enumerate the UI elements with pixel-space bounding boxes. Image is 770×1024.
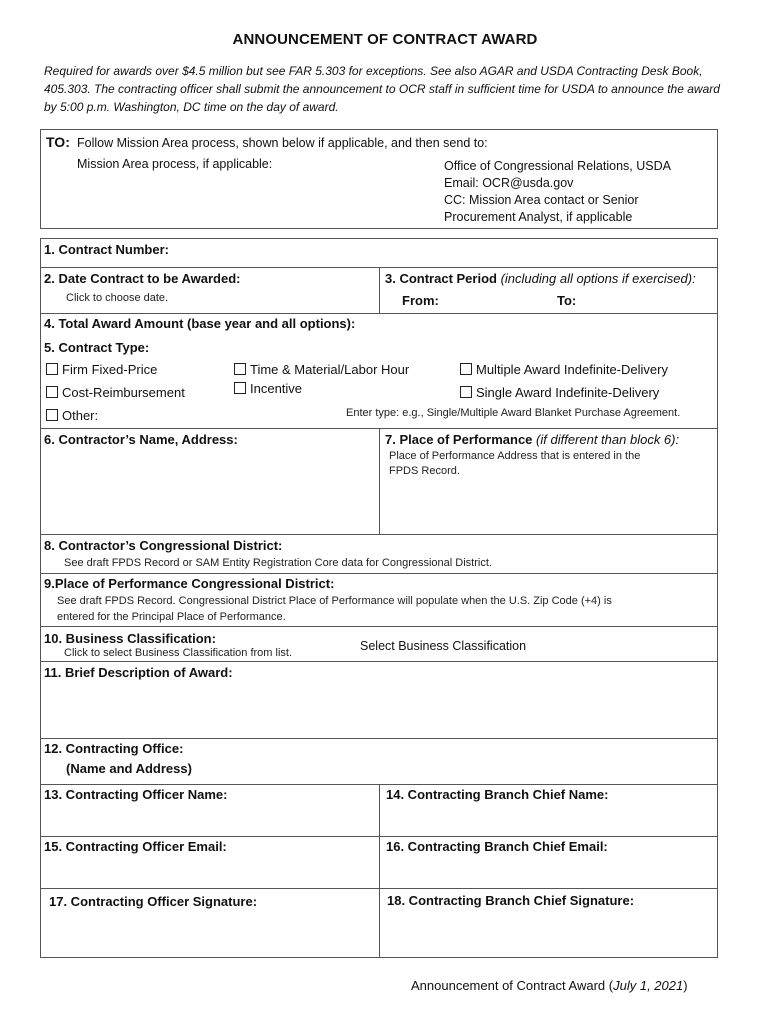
recipient-line-1: Office of Congressional Relations, USDA (444, 159, 671, 173)
contract-period-note: (including all options if exercised): (500, 271, 696, 286)
checkbox-other[interactable] (46, 408, 98, 423)
intro-text: Required for awards over $4.5 million but see FAR 5.303 for exceptions. See also AGAR and USDA Contracting Desk Book, 405.303. The contracting officer shall submit the announcement to OCR staff in sufficient time for USDA to announce the award by 5:00 p.m. Washington, DC time on the day of award. (44, 64, 720, 114)
other-type-field[interactable]: Enter type: e.g., Single/Multiple Award Blanket Purchase Agreement. (346, 407, 681, 419)
option-label: Single Award Indefinite-Delivery (476, 385, 660, 400)
award-description-label: 11. Brief Description of Award: (44, 665, 233, 680)
place-of-performance-note: (if different than block 6): (536, 432, 680, 447)
checkbox-firm-fixed-price[interactable] (46, 362, 157, 377)
business-classification-hint[interactable]: Click to select Business Classification from list. (64, 647, 293, 659)
branch-chief-name-label: 14. Contracting Branch Chief Name: (386, 787, 609, 802)
branch-chief-signature-label: 18. Contracting Branch Chief Signature: (387, 893, 635, 908)
contract-type-label: 5. Contract Type: (44, 340, 150, 355)
contractor-name-label: 6. Contractor’s Name, Address: (44, 432, 238, 447)
to-instruction: Follow Mission Area process, shown below if applicable, and then send to: (77, 136, 488, 150)
pop-district-hint-1[interactable]: See draft FPDS Record. Congressional District Place of Performance will populate when the U.S. Zip Code (+4) is (57, 595, 612, 607)
footer (411, 978, 688, 993)
option-label: Other: (62, 408, 99, 423)
business-classification-select[interactable]: Select Business Classification (360, 639, 527, 653)
checkbox-icon (234, 363, 246, 375)
contracting-officer-email-label: 15. Contracting Officer Email: (44, 839, 227, 854)
congressional-district-label: 8. Contractor’s Congressional District: (44, 538, 283, 553)
option-label: Incentive (250, 381, 303, 396)
checkbox-time-material[interactable] (234, 362, 409, 377)
page-title: ANNOUNCEMENT OF CONTRACT AWARD (232, 31, 538, 48)
contract-period-title: 3. Contract Period (385, 271, 497, 286)
contract-number-label: 1. Contract Number: (44, 242, 169, 257)
checkbox-single-award-idd[interactable] (460, 385, 659, 400)
checkbox-icon (46, 363, 58, 375)
option-label: Time & Material/Labor Hour (250, 362, 410, 377)
footer-text: Announcement of Contract Award ( (411, 978, 614, 993)
checkbox-multiple-award-idd[interactable] (460, 362, 668, 377)
place-of-performance-hint-1[interactable]: Place of Performance Address that is entered in the (389, 450, 641, 462)
branch-chief-email-label: 16. Contracting Branch Chief Email: (386, 839, 608, 854)
contracting-officer-name-label: 13. Contracting Officer Name: (44, 787, 228, 802)
option-label: Cost-Reimbursement (62, 385, 185, 400)
checkbox-cost-reimbursement[interactable] (46, 385, 185, 400)
checkbox-icon (234, 382, 246, 394)
footer-close: ) (683, 978, 688, 993)
to-label: TO: (46, 134, 70, 150)
contract-period-label (385, 271, 696, 286)
place-of-performance-hint-2[interactable]: FPDS Record. (389, 465, 460, 477)
congressional-district-field[interactable]: See draft FPDS Record or SAM Entity Registration Core data for Congressional District. (64, 557, 492, 569)
recipient-line-3: CC: Mission Area contact or Senior (444, 193, 639, 207)
pop-congressional-district-label: 9.Place of Performance Congressional District: (44, 576, 335, 591)
award-date-label: 2. Date Contract to be Awarded: (44, 271, 241, 286)
contracting-office-sublabel: (Name and Address) (66, 761, 192, 776)
mission-area-label: Mission Area process, if applicable: (77, 157, 273, 171)
pop-district-hint-2[interactable]: entered for the Principal Place of Performance. (57, 611, 286, 623)
checkbox-icon (460, 386, 472, 398)
total-award-label: 4. Total Award Amount (base year and all options): (44, 316, 356, 331)
option-label: Multiple Award Indefinite-Delivery (476, 362, 668, 377)
business-classification-label: 10. Business Classification: (44, 631, 216, 646)
period-from-field[interactable]: From: (402, 293, 439, 308)
option-label: Firm Fixed-Price (62, 362, 158, 377)
contracting-office-label: 12. Contracting Office: (44, 741, 184, 756)
place-of-performance-title: 7. Place of Performance (385, 432, 533, 447)
contracting-officer-signature-label: 17. Contracting Officer Signature: (49, 894, 258, 909)
checkbox-icon (46, 409, 58, 421)
recipient-line-4: Procurement Analyst, if applicable (444, 210, 633, 224)
place-of-performance-label (385, 432, 679, 447)
period-to-field[interactable]: To: (557, 293, 577, 308)
checkbox-icon (46, 386, 58, 398)
checkbox-incentive[interactable] (234, 381, 302, 396)
award-date-field[interactable]: Click to choose date. (66, 292, 169, 304)
checkbox-icon (460, 363, 472, 375)
footer-date: July 1, 2021 (613, 978, 684, 993)
recipient-line-2: Email: OCR@usda.gov (444, 176, 574, 190)
